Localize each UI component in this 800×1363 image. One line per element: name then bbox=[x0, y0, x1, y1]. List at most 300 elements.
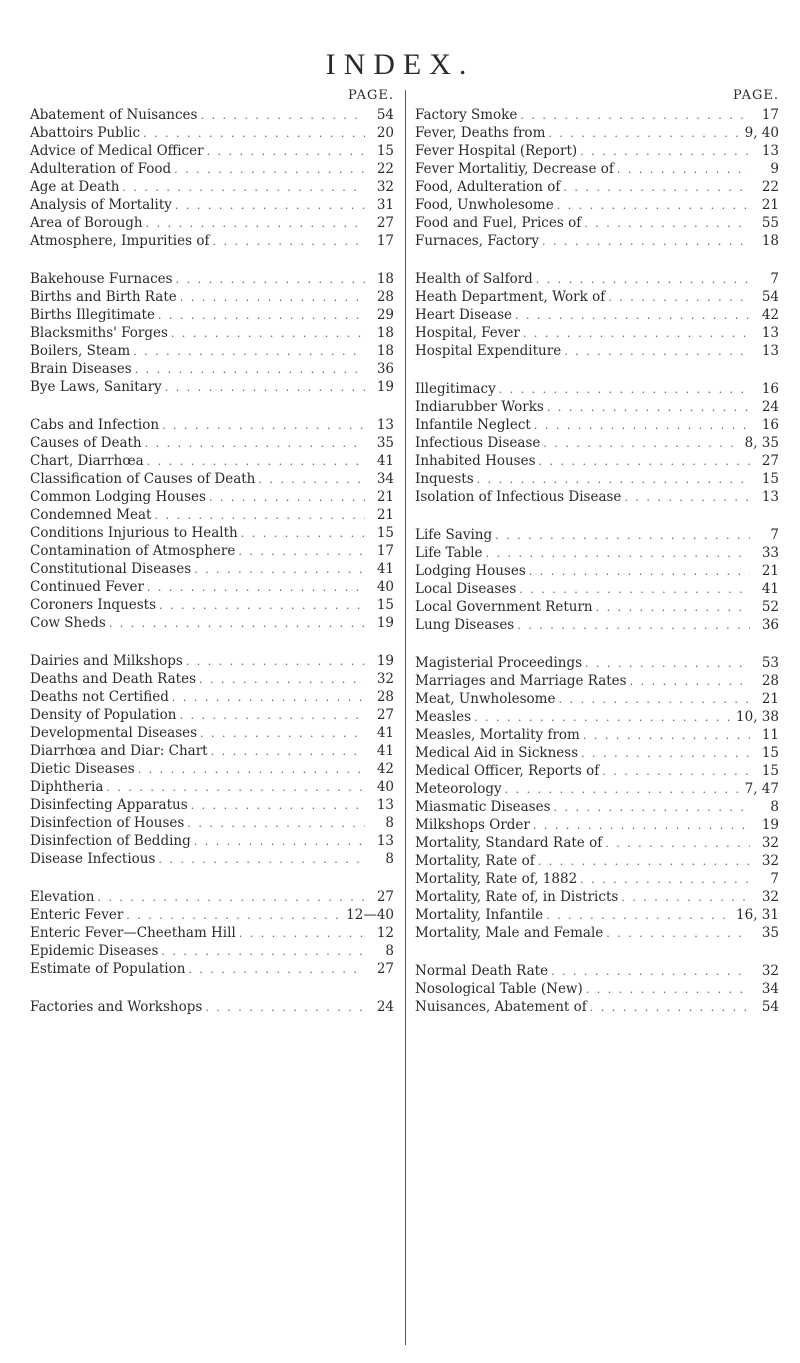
index-page-number: 32 bbox=[761, 853, 779, 869]
index-page-number: 18 bbox=[376, 271, 394, 287]
index-term: Enteric Fever bbox=[30, 907, 124, 923]
index-entry bbox=[415, 562, 779, 580]
index-term: Adulteration of Food bbox=[30, 161, 172, 177]
index-entry bbox=[415, 852, 779, 870]
index-entry bbox=[30, 360, 394, 378]
index-letter-group bbox=[415, 380, 779, 506]
dot-leader bbox=[558, 691, 750, 708]
dot-leader bbox=[621, 889, 750, 906]
dot-leader bbox=[194, 833, 365, 850]
index-page-number: 7, 47 bbox=[744, 781, 779, 797]
index-entry bbox=[30, 470, 394, 488]
index-entry bbox=[30, 214, 394, 232]
index-term: Measles bbox=[415, 709, 472, 725]
dot-leader bbox=[617, 161, 750, 178]
dot-leader bbox=[529, 563, 750, 580]
index-entry bbox=[30, 524, 394, 542]
index-entry bbox=[30, 796, 394, 814]
index-page-number: 32 bbox=[376, 179, 394, 195]
index-page-number: 13 bbox=[761, 489, 779, 505]
dot-leader bbox=[606, 925, 750, 942]
group-spacer bbox=[30, 978, 394, 998]
index-term: Bakehouse Furnaces bbox=[30, 271, 173, 287]
index-page-number: 36 bbox=[761, 617, 779, 633]
index-term: Measles, Mortality from bbox=[415, 727, 580, 743]
index-entry bbox=[30, 378, 394, 396]
dot-leader bbox=[608, 289, 750, 306]
index-page-number: 31 bbox=[376, 197, 394, 213]
index-term: Deaths and Death Rates bbox=[30, 671, 197, 687]
dot-leader bbox=[179, 707, 365, 724]
index-entry bbox=[415, 690, 779, 708]
index-entry bbox=[30, 998, 394, 1016]
index-entry bbox=[30, 232, 394, 250]
dot-leader bbox=[199, 671, 365, 688]
index-page-number: 18 bbox=[761, 233, 779, 249]
index-page-number: 55 bbox=[761, 215, 779, 231]
index-entry bbox=[30, 778, 394, 796]
dot-leader bbox=[520, 107, 750, 124]
index-page-number: 12 bbox=[376, 925, 394, 941]
index-entry bbox=[415, 106, 779, 124]
index-term: Coroners Inquests bbox=[30, 597, 157, 613]
index-page-number: 13 bbox=[761, 325, 779, 341]
dot-leader bbox=[534, 417, 750, 434]
group-spacer bbox=[415, 250, 779, 270]
index-entry bbox=[415, 470, 779, 488]
index-page-number: 9 bbox=[770, 161, 779, 177]
dot-leader bbox=[563, 179, 750, 196]
dot-leader bbox=[194, 561, 365, 578]
dot-leader bbox=[180, 289, 365, 306]
index-entry bbox=[30, 596, 394, 614]
index-term: Hospital Expenditure bbox=[415, 343, 562, 359]
index-entry bbox=[415, 380, 779, 398]
dot-leader bbox=[147, 453, 365, 470]
index-page-number: 8, 35 bbox=[744, 435, 779, 451]
group-spacer bbox=[30, 868, 394, 888]
dot-leader bbox=[106, 779, 365, 796]
index-term: Classification of Causes of Death bbox=[30, 471, 256, 487]
index-entry bbox=[415, 306, 779, 324]
index-entry bbox=[415, 598, 779, 616]
group-spacer bbox=[415, 506, 779, 526]
index-entry bbox=[415, 924, 779, 942]
index-letter-group bbox=[30, 416, 394, 632]
index-term: Disease Infectious bbox=[30, 851, 156, 867]
dot-leader bbox=[536, 271, 750, 288]
group-spacer bbox=[30, 632, 394, 652]
index-page-number: 19 bbox=[376, 615, 394, 631]
group-spacer bbox=[415, 942, 779, 962]
index-page-number: 54 bbox=[761, 999, 779, 1015]
dot-leader bbox=[602, 763, 750, 780]
index-term: Common Lodging Houses bbox=[30, 489, 206, 505]
index-page-number: 20 bbox=[376, 125, 394, 141]
index-term: Abatement of Nuisances bbox=[30, 107, 198, 123]
index-term: Indiarubber Works bbox=[415, 399, 544, 415]
index-entry bbox=[30, 196, 394, 214]
index-term: Mortality, Infantile bbox=[415, 907, 544, 923]
dot-leader bbox=[109, 615, 365, 632]
dot-leader bbox=[147, 579, 365, 596]
index-page-number: 41 bbox=[761, 581, 779, 597]
index-entry bbox=[415, 798, 779, 816]
index-term: Local Diseases bbox=[415, 581, 517, 597]
index-page-number: 24 bbox=[761, 399, 779, 415]
index-entry bbox=[30, 324, 394, 342]
dot-leader bbox=[517, 617, 750, 634]
index-letter-group bbox=[30, 998, 394, 1016]
index-term: Mortality, Rate of bbox=[415, 853, 535, 869]
index-term: Inquests bbox=[415, 471, 474, 487]
dot-leader bbox=[580, 143, 750, 160]
group-spacer bbox=[415, 360, 779, 380]
index-entry bbox=[30, 670, 394, 688]
index-term: Factories and Workshops bbox=[30, 999, 203, 1015]
index-entry bbox=[30, 160, 394, 178]
index-term: Furnaces, Factory bbox=[415, 233, 540, 249]
index-term: Continued Fever bbox=[30, 579, 144, 595]
dot-leader bbox=[584, 215, 750, 232]
dot-leader bbox=[551, 963, 750, 980]
index-term: Marriages and Marriage Rates bbox=[415, 673, 627, 689]
dot-leader bbox=[499, 381, 750, 398]
index-page-number: 13 bbox=[376, 417, 394, 433]
dot-leader bbox=[538, 853, 750, 870]
index-page-number: 18 bbox=[376, 325, 394, 341]
index-entry bbox=[30, 106, 394, 124]
index-page-number: 21 bbox=[761, 691, 779, 707]
dot-leader bbox=[477, 471, 750, 488]
index-entry bbox=[415, 544, 779, 562]
index-page-number: 8 bbox=[385, 943, 394, 959]
index-page-number: 15 bbox=[376, 525, 394, 541]
index-page-number: 42 bbox=[376, 761, 394, 777]
index-entry bbox=[415, 834, 779, 852]
index-page-number: 22 bbox=[761, 179, 779, 195]
index-page-number: 16, 31 bbox=[736, 907, 779, 923]
index-entry bbox=[30, 924, 394, 942]
dot-leader bbox=[186, 653, 365, 670]
dot-leader bbox=[519, 581, 750, 598]
index-entry bbox=[30, 142, 394, 160]
dot-leader bbox=[158, 307, 365, 324]
index-term: Births and Birth Rate bbox=[30, 289, 177, 305]
index-term: Factory Smoke bbox=[415, 107, 518, 123]
index-entry bbox=[30, 560, 394, 578]
dot-leader bbox=[209, 489, 365, 506]
index-term: Lung Diseases bbox=[415, 617, 515, 633]
index-entry bbox=[415, 434, 779, 452]
index-term: Chart, Diarrhœa bbox=[30, 453, 144, 469]
dot-leader bbox=[580, 871, 750, 888]
index-page-number: 15 bbox=[376, 597, 394, 613]
index-column-left bbox=[30, 86, 394, 1016]
index-term: Infantile Neglect bbox=[415, 417, 531, 433]
dot-leader bbox=[187, 815, 365, 832]
dot-leader bbox=[585, 655, 750, 672]
index-page-number: 7 bbox=[770, 527, 779, 543]
dot-leader bbox=[191, 797, 365, 814]
dot-leader bbox=[172, 689, 365, 706]
index-page-number: 35 bbox=[761, 925, 779, 941]
index-term: Disinfection of Bedding bbox=[30, 833, 191, 849]
index-term: Life Saving bbox=[415, 527, 493, 543]
index-page-number: 11 bbox=[761, 727, 779, 743]
index-page-number: 40 bbox=[376, 779, 394, 795]
dot-leader bbox=[581, 745, 750, 762]
index-entry bbox=[415, 962, 779, 980]
index-page-number: 19 bbox=[376, 379, 394, 395]
index-entry bbox=[30, 960, 394, 978]
index-page-number: 41 bbox=[376, 725, 394, 741]
page-column-header: PAGE. bbox=[348, 88, 394, 103]
index-entry bbox=[30, 178, 394, 196]
index-page-number: 34 bbox=[376, 471, 394, 487]
index-page-number: 8 bbox=[385, 815, 394, 831]
dot-leader bbox=[238, 543, 365, 560]
index-page-number: 24 bbox=[376, 999, 394, 1015]
index-page-number: 54 bbox=[761, 289, 779, 305]
index-term: Condemned Meat bbox=[30, 507, 152, 523]
dot-leader bbox=[138, 761, 365, 778]
index-entry bbox=[415, 196, 779, 214]
index-entry bbox=[415, 178, 779, 196]
dot-leader bbox=[583, 727, 750, 744]
dot-leader bbox=[133, 343, 365, 360]
dot-leader bbox=[557, 197, 750, 214]
dot-leader bbox=[542, 233, 750, 250]
dot-leader bbox=[515, 307, 750, 324]
index-entry bbox=[415, 708, 779, 726]
dot-leader bbox=[543, 435, 741, 452]
index-term: Mortality, Male and Female bbox=[415, 925, 604, 941]
index-entry bbox=[30, 270, 394, 288]
index-entry bbox=[30, 832, 394, 850]
dot-leader bbox=[539, 453, 750, 470]
index-entry bbox=[30, 760, 394, 778]
index-entry bbox=[30, 342, 394, 360]
dot-leader bbox=[155, 507, 366, 524]
dot-leader bbox=[564, 343, 750, 360]
index-letter-group bbox=[30, 270, 394, 396]
index-list-right bbox=[415, 106, 779, 1016]
index-entry bbox=[415, 232, 779, 250]
index-entry bbox=[415, 616, 779, 634]
index-entry bbox=[415, 416, 779, 434]
index-entry bbox=[415, 526, 779, 544]
index-term: Illegitimacy bbox=[415, 381, 496, 397]
index-page-number: 8 bbox=[385, 851, 394, 867]
dot-leader bbox=[207, 143, 365, 160]
dot-leader bbox=[176, 271, 365, 288]
index-page-number: 17 bbox=[761, 107, 779, 123]
index-page-number: 27 bbox=[376, 889, 394, 905]
index-entry bbox=[415, 398, 779, 416]
index-entry bbox=[30, 416, 394, 434]
index-term: Diphtheria bbox=[30, 779, 104, 795]
index-entry bbox=[415, 488, 779, 506]
index-page-number: 33 bbox=[761, 545, 779, 561]
index-page-number: 42 bbox=[761, 307, 779, 323]
index-term: Fever, Deaths from bbox=[415, 125, 546, 141]
index-letter-group bbox=[30, 106, 394, 250]
column-divider bbox=[405, 90, 406, 1345]
index-page-number: 34 bbox=[761, 981, 779, 997]
index-term: Elevation bbox=[30, 889, 95, 905]
dot-leader bbox=[239, 925, 365, 942]
index-term: Fever Mortalitiy, Decrease of bbox=[415, 161, 614, 177]
index-term: Hospital, Fever bbox=[415, 325, 520, 341]
index-term: Medical Aid in Sickness bbox=[415, 745, 579, 761]
index-column-right bbox=[415, 86, 779, 1016]
index-page-number: 15 bbox=[761, 763, 779, 779]
index-entry bbox=[415, 870, 779, 888]
index-term: Causes of Death bbox=[30, 435, 142, 451]
page-column-header: PAGE. bbox=[733, 88, 779, 103]
index-term: Mortality, Standard Rate of bbox=[415, 835, 603, 851]
index-page-number: 28 bbox=[376, 689, 394, 705]
index-letter-group bbox=[30, 652, 394, 868]
index-page-number: 52 bbox=[761, 599, 779, 615]
group-spacer bbox=[415, 634, 779, 654]
index-term: Lodging Houses bbox=[415, 563, 526, 579]
index-entry bbox=[415, 980, 779, 998]
dot-leader bbox=[174, 161, 365, 178]
index-term: Conditions Injurious to Health bbox=[30, 525, 238, 541]
index-page-number: 15 bbox=[376, 143, 394, 159]
dot-leader bbox=[161, 943, 365, 960]
index-term: Miasmatic Diseases bbox=[415, 799, 551, 815]
index-entry bbox=[30, 452, 394, 470]
group-spacer bbox=[30, 250, 394, 270]
dot-leader bbox=[122, 179, 365, 196]
index-entry bbox=[30, 506, 394, 524]
dot-leader bbox=[546, 907, 733, 924]
index-term: Inhabited Houses bbox=[415, 453, 536, 469]
dot-leader bbox=[212, 233, 365, 250]
index-entry bbox=[415, 906, 779, 924]
index-entry bbox=[415, 324, 779, 342]
dot-leader bbox=[554, 799, 750, 816]
index-entry bbox=[30, 706, 394, 724]
index-entry bbox=[30, 850, 394, 868]
index-entry bbox=[30, 742, 394, 760]
dot-leader bbox=[486, 545, 750, 562]
dot-leader bbox=[630, 673, 750, 690]
index-page-number: 17 bbox=[376, 543, 394, 559]
dot-leader bbox=[547, 399, 750, 416]
dot-leader bbox=[126, 907, 343, 924]
dot-leader bbox=[474, 709, 733, 726]
index-term: Dietic Diseases bbox=[30, 761, 135, 777]
index-entry bbox=[415, 342, 779, 360]
dot-leader bbox=[258, 471, 365, 488]
index-page-number: 16 bbox=[761, 381, 779, 397]
index-entry bbox=[415, 726, 779, 744]
index-term: Boilers, Steam bbox=[30, 343, 131, 359]
dot-leader bbox=[143, 125, 365, 142]
index-page-number: 19 bbox=[376, 653, 394, 669]
index-term: Food, Unwholesome bbox=[415, 197, 554, 213]
index-letter-group bbox=[415, 962, 779, 1016]
index-page-number: 13 bbox=[376, 833, 394, 849]
index-entry bbox=[30, 488, 394, 506]
index-page-number: 40 bbox=[376, 579, 394, 595]
index-entry bbox=[415, 762, 779, 780]
index-term: Food, Adulteration of bbox=[415, 179, 561, 195]
index-term: Isolation of Infectious Disease bbox=[415, 489, 622, 505]
index-page-number: 53 bbox=[761, 655, 779, 671]
index-term: Contamination of Atmosphere bbox=[30, 543, 236, 559]
index-term: Density of Population bbox=[30, 707, 177, 723]
index-entry bbox=[30, 688, 394, 706]
dot-leader bbox=[146, 215, 365, 232]
index-term: Milkshops Order bbox=[415, 817, 530, 833]
index-page-number: 32 bbox=[376, 671, 394, 687]
dot-leader bbox=[145, 435, 365, 452]
index-entry bbox=[30, 652, 394, 670]
index-term: Nuisances, Abatement of bbox=[415, 999, 587, 1015]
dot-leader bbox=[188, 961, 365, 978]
index-term: Infectious Disease bbox=[415, 435, 541, 451]
page-title: INDEX. bbox=[325, 48, 475, 81]
index-term: Normal Death Rate bbox=[415, 963, 549, 979]
dot-leader bbox=[624, 489, 750, 506]
index-term: Constitutional Diseases bbox=[30, 561, 192, 577]
index-page-number: 21 bbox=[761, 197, 779, 213]
index-term: Estimate of Population bbox=[30, 961, 186, 977]
dot-leader bbox=[211, 743, 365, 760]
index-page-number: 9, 40 bbox=[744, 125, 779, 141]
index-entry bbox=[415, 672, 779, 690]
index-letter-group bbox=[415, 526, 779, 634]
index-entry bbox=[415, 888, 779, 906]
index-entry bbox=[30, 614, 394, 632]
index-page-number: 7 bbox=[770, 871, 779, 887]
dot-leader bbox=[175, 197, 365, 214]
dot-leader bbox=[533, 817, 750, 834]
index-page-number: 8 bbox=[770, 799, 779, 815]
index-entry bbox=[415, 816, 779, 834]
index-term: Deaths not Certified bbox=[30, 689, 169, 705]
index-term: Nosological Table (New) bbox=[415, 981, 583, 997]
index-term: Bye Laws, Sanitary bbox=[30, 379, 162, 395]
index-term: Medical Officer, Reports of bbox=[415, 763, 600, 779]
dot-leader bbox=[171, 325, 365, 342]
index-term: Local Government Return bbox=[415, 599, 593, 615]
dot-leader bbox=[165, 379, 365, 396]
index-letter-group bbox=[415, 106, 779, 250]
dot-leader bbox=[505, 781, 742, 798]
dot-leader bbox=[200, 725, 365, 742]
index-page-number: 41 bbox=[376, 743, 394, 759]
index-term: Age at Death bbox=[30, 179, 120, 195]
index-term: Advice of Medical Officer bbox=[30, 143, 204, 159]
index-entry bbox=[30, 124, 394, 142]
index-entry bbox=[30, 542, 394, 560]
index-entry bbox=[415, 580, 779, 598]
dot-leader bbox=[205, 999, 365, 1016]
dot-leader bbox=[200, 107, 365, 124]
dot-leader bbox=[162, 417, 365, 434]
index-page-number: 13 bbox=[761, 143, 779, 159]
index-entry bbox=[415, 452, 779, 470]
dot-leader bbox=[495, 527, 750, 544]
index-term: Epidemic Diseases bbox=[30, 943, 159, 959]
index-page-number: 32 bbox=[761, 889, 779, 905]
